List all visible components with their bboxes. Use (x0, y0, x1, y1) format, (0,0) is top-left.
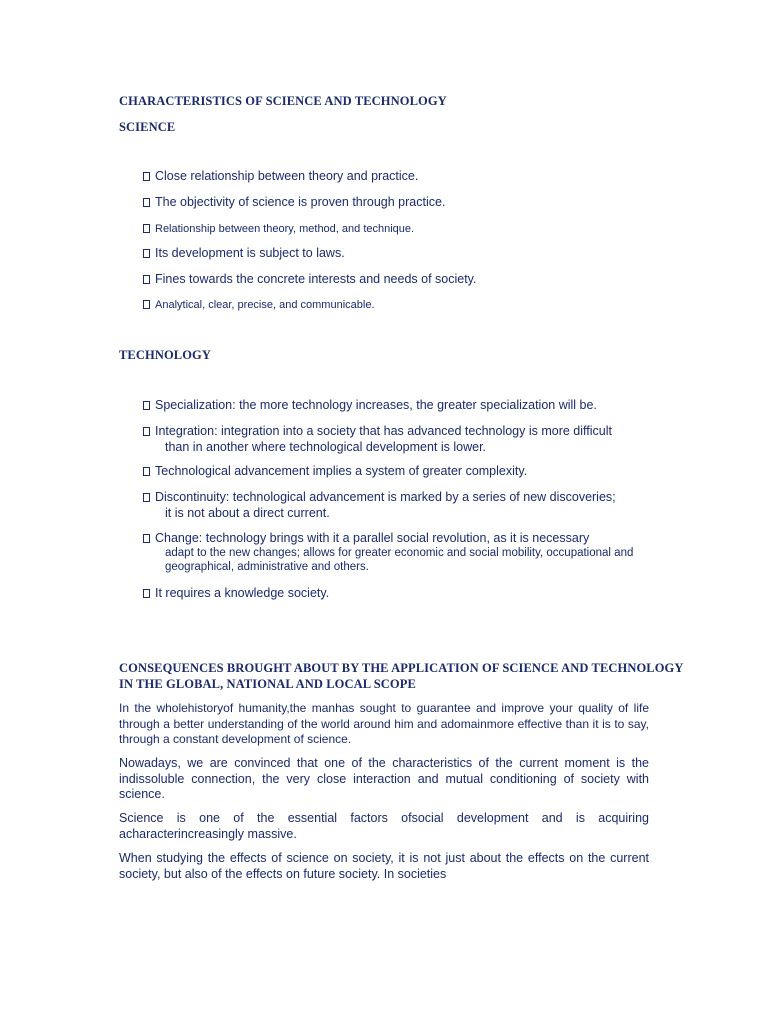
bullet-box-icon (143, 534, 150, 543)
list-item-continuation: geographical, administrative and others. (165, 561, 369, 573)
list-item: Technological advancement implies a system of greater complexity. (143, 463, 527, 479)
bullet-box-icon (143, 300, 150, 309)
list-item: Relationship between theory, method, and technique. (143, 221, 414, 237)
bullet-box-icon (143, 589, 150, 598)
list-item: Specialization: the more technology increases, the greater specialization will be. (143, 397, 597, 413)
bullet-box-icon (143, 249, 150, 258)
paragraph: Science is one of the essential factors ofsocial development and is acquiring acharacterincreasingly massive. (119, 811, 649, 841)
science-heading: SCIENCE (119, 120, 176, 134)
consequences-heading-line1: CONSEQUENCES BROUGHT ABOUT BY THE APPLICATION OF SCIENCE AND TECHNOLOGY (119, 661, 684, 675)
technology-heading: TECHNOLOGY (119, 348, 211, 362)
bullet-box-icon (143, 275, 150, 284)
list-item: Integration: integration into a society that has advanced technology is more difficult (143, 423, 612, 439)
list-item: Analytical, clear, precise, and communicable. (143, 297, 375, 313)
paragraph: When studying the effects of science on society, it is not just about the effects on the current society, but also of the effects on future society. In societies (119, 851, 649, 881)
list-item: It requires a knowledge society. (143, 585, 329, 601)
bullet-box-icon (143, 427, 150, 436)
list-item: Discontinuity: technological advancement is marked by a series of new discoveries; (143, 489, 616, 505)
paragraph: Nowadays, we are convinced that one of the characteristics of the current moment is the indissoluble connection, the very close interaction and mutual conditioning of society with science. (119, 756, 649, 801)
bullet-box-icon (143, 224, 150, 233)
bullet-box-icon (143, 493, 150, 502)
list-item-continuation: than in another where technological development is lower. (165, 440, 487, 454)
bullet-box-icon (143, 467, 150, 476)
list-item: Fines towards the concrete interests and needs of society. (143, 271, 476, 287)
bullet-box-icon (143, 198, 150, 207)
list-item: Its development is subject to laws. (143, 245, 345, 261)
list-item-continuation: adapt to the new changes; allows for greater economic and social mobility, occupational and (165, 547, 634, 559)
list-item: Close relationship between theory and practice. (143, 168, 418, 184)
list-item: Change: technology brings with it a parallel social revolution, as it is necessary (143, 530, 589, 546)
document-title: CHARACTERISTICS OF SCIENCE AND TECHNOLOGY (119, 94, 447, 108)
consequences-heading-line2: IN THE GLOBAL, NATIONAL AND LOCAL SCOPE (119, 677, 416, 691)
bullet-box-icon (143, 172, 150, 181)
bullet-box-icon (143, 401, 150, 410)
paragraph: In the wholehistoryof humanity,the manhas sought to guarantee and improve your quality of life through a better understanding of the world around him and adomainmore effective than it is to say, through a constant development of science. (119, 701, 649, 746)
list-item-continuation: it is not about a direct current. (165, 506, 330, 520)
list-item: The objectivity of science is proven through practice. (143, 194, 445, 210)
